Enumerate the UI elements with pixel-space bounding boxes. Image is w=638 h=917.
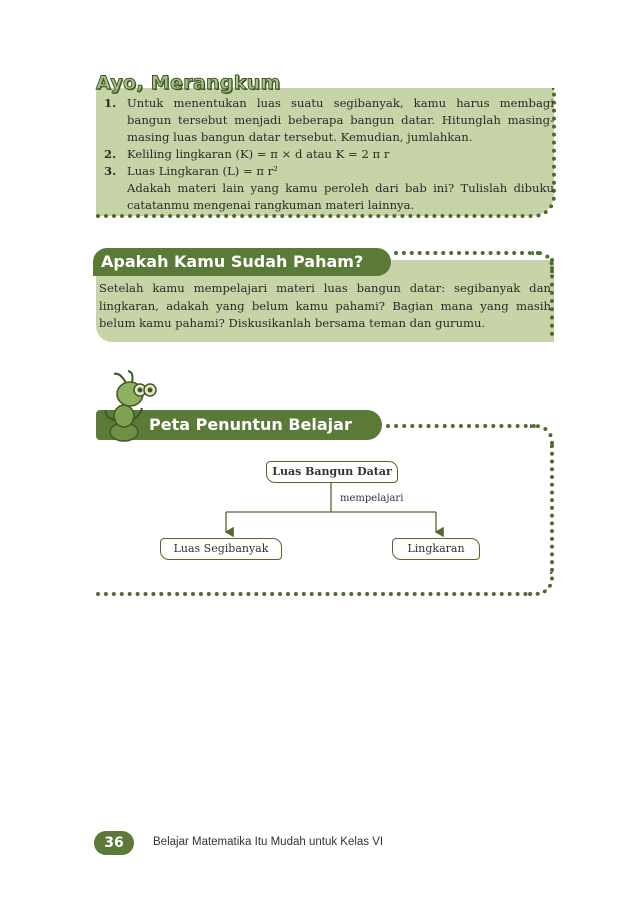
peta-title: Peta Penuntun Belajar (149, 415, 352, 434)
peta-dotted-border-right (550, 444, 554, 572)
summary-list (96, 95, 554, 214)
paham-dotted-border-top (394, 251, 540, 255)
page-number: 36 (94, 831, 134, 855)
summary-item-number: 1. (104, 96, 117, 110)
concept-node-root: Luas Bangun Datar (266, 461, 398, 483)
summary-closing-text: Adakah materi lain yang kamu peroleh dari bab ini? Tulislah dibuku catatanmu mengenai rangkuman materi lainnya. (127, 181, 554, 212)
peta-dotted-border-bottom (96, 592, 528, 596)
paham-text: Setelah kamu mempelajari materi luas bangun datar: segibanyak dan lingkaran, adakah yang belum kamu pahami? Bagian mana yang masih belum kamu pahami? Diskusikanlah bersama teman dan gurumu. (99, 281, 551, 330)
peta-dotted-corner-bottom (528, 572, 554, 596)
summary-item-text: Keliling lingkaran (K) = π × d atau K = 2 π r (127, 147, 390, 161)
summary-title: Ayo, Merangkum (96, 72, 281, 94)
paham-title: Apakah Kamu Sudah Paham? (101, 252, 364, 271)
book-title: Belajar Matematika Itu Mudah untuk Kelas VI (153, 836, 384, 848)
summary-item-2 (96, 146, 554, 163)
concept-node-luas-segibanyak: Luas Segibanyak (160, 538, 282, 560)
concept-edge-label: mempelajari (340, 493, 404, 504)
summary-item-text: Untuk menentukan luas suatu segibanyak, kamu harus membagi bangun tersebut menjadi beberapa bangun datar. Hitunglah masing-masing luas bangun datar tersebut. Kemudian, jumlahkan. (127, 96, 554, 144)
summary-item-number: 2. (104, 147, 117, 161)
summary-item-text: Luas Lingkaran (L) = π r² (127, 164, 278, 178)
peta-dotted-border-top (386, 424, 536, 428)
summary-item-1 (96, 95, 554, 146)
summary-item-3 (96, 163, 554, 214)
summary-item-number: 3. (104, 164, 117, 178)
concept-node-lingkaran: Lingkaran (392, 538, 480, 560)
